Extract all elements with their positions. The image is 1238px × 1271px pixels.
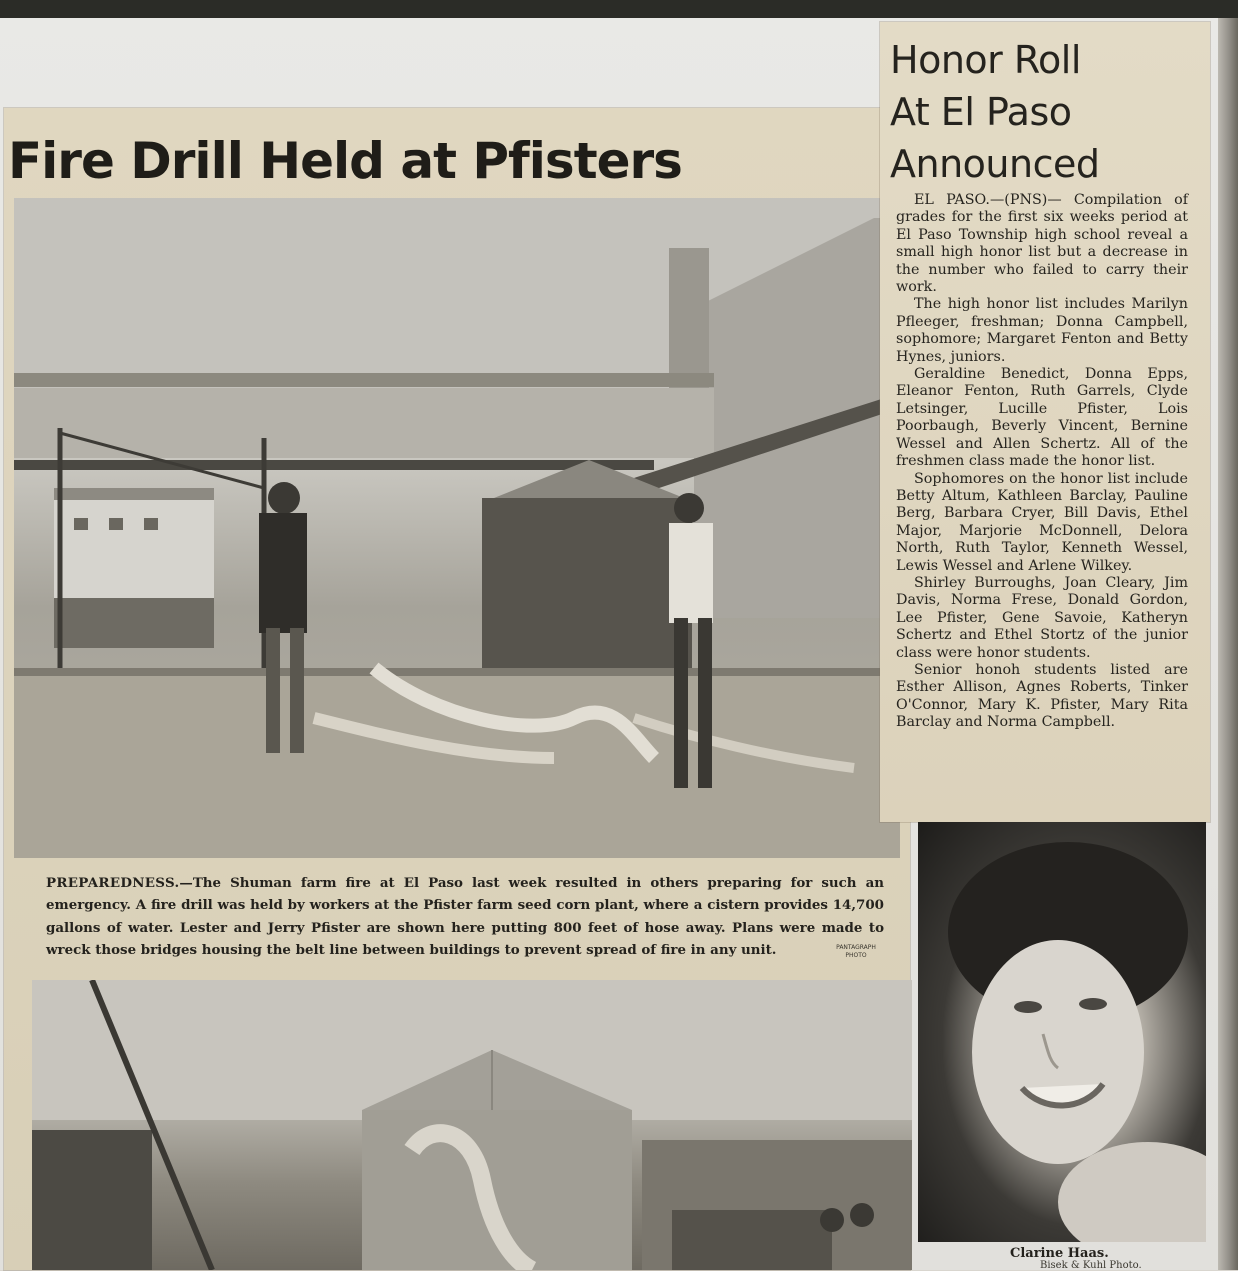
portrait-name: Clarine Haas. bbox=[1010, 1246, 1109, 1261]
portrait-photo bbox=[918, 822, 1206, 1242]
headline-line-3: Announced bbox=[890, 142, 1100, 186]
headline-line-2: At El Paso bbox=[890, 90, 1072, 134]
honor-roll-body bbox=[896, 192, 1188, 732]
fire-drill-photo bbox=[14, 198, 900, 858]
paragraph-5: Shirley Burroughs, Joan Cleary, Jim Davis, Norma Frese, Donald Gordon, Lee Pfister, Gene Savoie, Katheryn Schertz and Ethel Stortz of the junior class were honor students. bbox=[896, 574, 1188, 661]
paragraph-1-text: Compilation of grades for the first six weeks period at El Paso Township high school reveal a small high honor list but a decrease in the number who failed to carry their work. bbox=[896, 192, 1188, 296]
paragraph-4: Sophomores on the honor list include Betty Altum, Kathleen Barclay, Pauline Berg, Barbara Cryer, Bill Davis, Ethel Major, Marjorie McDonnell, Delora North, Ruth Taylor, Kenneth Wessel, Lewis Wessel and Arlene Wilkey. bbox=[896, 470, 1188, 574]
photo-caption bbox=[46, 872, 884, 962]
paragraph-3: Geraldine Benedict, Donna Epps, Eleanor Fenton, Ruth Garrels, Clyde Letsinger, Lucille Pfister, Lois Poorbaugh, Beverly Vincent, Bernine Wessel and Allen Schertz. All of the freshmen class made the honor list. bbox=[896, 366, 1188, 470]
portrait-credit: Bisek & Kuhl Photo. bbox=[1040, 1260, 1142, 1271]
paragraph-1 bbox=[896, 192, 1188, 296]
book-binding bbox=[1218, 18, 1238, 1270]
photo-credit-line1: PANTAGRAPH bbox=[836, 944, 876, 951]
photo-credit bbox=[826, 944, 886, 960]
scan-edge bbox=[0, 0, 1238, 18]
paragraph-2: The high honor list includes Marilyn Pfleeger, freshman; Donna Campbell, sophomore; Margaret Fenton and Betty Hynes, juniors. bbox=[896, 296, 1188, 365]
second-photo bbox=[32, 980, 912, 1270]
paragraph-6: Senior honoh students listed are Esther Allison, Agnes Roberts, Tinker O'Connor, Mary K. Pfister, Mary Rita Barclay and Norma Campbell. bbox=[896, 661, 1188, 731]
photo-credit-line2: PHOTO bbox=[845, 952, 867, 959]
dateline: EL PASO.—(PNS)— bbox=[914, 192, 1062, 208]
honor-roll-headline bbox=[890, 34, 1190, 190]
article-headline: Fire Drill Held at Pfisters bbox=[8, 132, 682, 190]
caption-lead: PREPAREDNESS. bbox=[46, 875, 180, 891]
caption-text: —The Shuman farm fire at El Paso last week resulted in others preparing for such an emergency. A fire drill was held by workers at the Pfister farm seed corn plant, where a cistern provides 14,700 gallons of water. Lester and Jerry Pfister are shown here putting 800 feet of hose away. Plans were made to wreck those bridges housing the belt line between buildings to prevent spread of fire in any unit. bbox=[46, 875, 884, 959]
headline-line-1: Honor Roll bbox=[890, 38, 1081, 82]
